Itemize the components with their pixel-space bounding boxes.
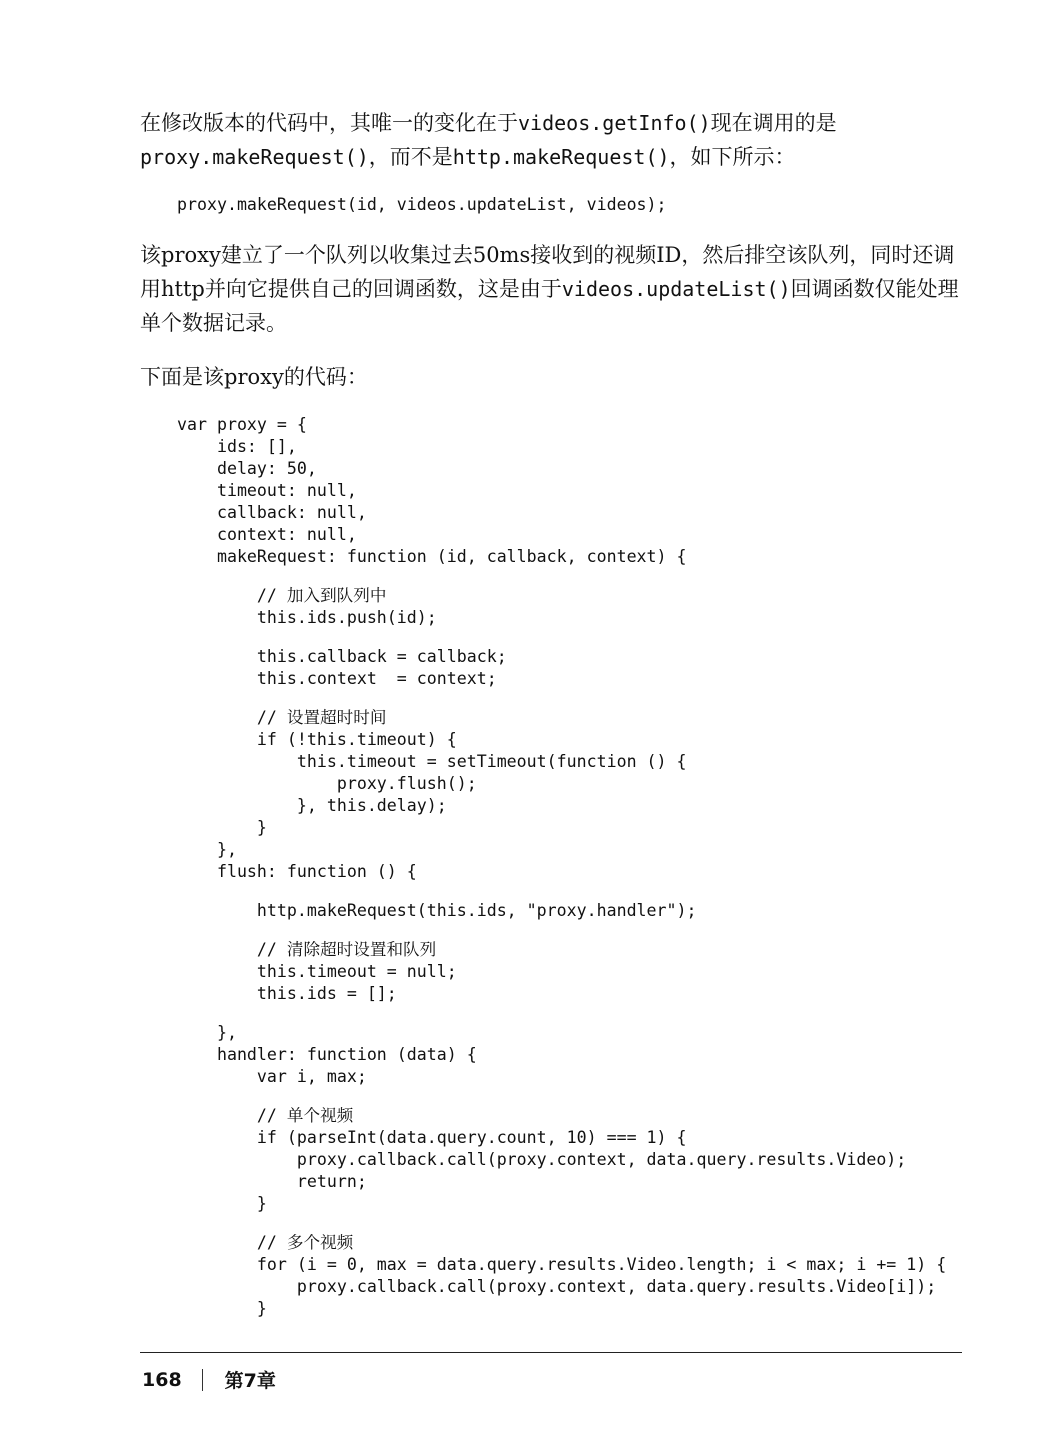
intro-text-c: ，而不是 <box>368 145 453 169</box>
code-line: timeout: null, <box>177 481 357 500</box>
code-blank-line <box>177 922 946 939</box>
code-line: if (!this.timeout) { <box>177 730 457 749</box>
chapter-label: 第7章 <box>224 1370 276 1392</box>
code-blank-line <box>177 1088 946 1105</box>
code-line: this.context = context; <box>177 669 497 688</box>
code-line: var i, max; <box>177 1067 367 1086</box>
code-line: this.callback = callback; <box>177 647 507 666</box>
code-blank-line <box>177 883 946 900</box>
inline-code-proxy-makerequest: proxy.makeRequest() <box>140 145 369 169</box>
explanation-text-b: 回调函数仅能处理单个数据记录。 <box>140 277 959 335</box>
code-line: return; <box>177 1172 367 1191</box>
code-line: this.timeout = null; <box>177 962 457 981</box>
code-line: } <box>177 1299 267 1318</box>
code-line: proxy.makeRequest(id, videos.updateList, videos); <box>177 195 667 214</box>
intro-text-d: ，如下所示： <box>669 145 796 169</box>
code-line: this.ids.push(id); <box>177 608 437 627</box>
code-line: proxy.callback.call(proxy.context, data.query.results.Video[i]); <box>177 1277 937 1296</box>
code-line: http.makeRequest(this.ids, "proxy.handler"); <box>177 901 697 920</box>
inline-code-getinfo: videos.getInfo() <box>518 111 711 135</box>
code-line: flush: function () { <box>177 862 417 881</box>
code-line: proxy.callback.call(proxy.context, data.query.results.Video); <box>177 1150 907 1169</box>
footer-separator <box>202 1369 203 1391</box>
code-line: handler: function (data) { <box>177 1045 477 1064</box>
page-number: 168 <box>142 1368 182 1391</box>
code-block-proxy <box>177 414 946 1320</box>
code-line: this.timeout = setTimeout(function () { <box>177 752 687 771</box>
code-line: makeRequest: function (id, callback, context) { <box>177 547 687 566</box>
code-line: }, this.delay); <box>177 796 447 815</box>
footer-divider <box>140 1352 962 1353</box>
paragraph-proxy-explanation <box>140 238 970 340</box>
code-line: proxy.flush(); <box>177 774 477 793</box>
code-line: callback: null, <box>177 503 367 522</box>
code-line: }, <box>177 840 237 859</box>
code-snippet-proxy-call <box>177 194 667 216</box>
code-comment-line: // 多个视频 <box>177 1233 354 1252</box>
code-line: var proxy = { <box>177 415 307 434</box>
code-comment-line: // 设置超时时间 <box>177 708 387 727</box>
code-comment-line: // 清除超时设置和队列 <box>177 940 437 959</box>
code-blank-line <box>177 1005 946 1022</box>
code-line: } <box>177 1194 267 1213</box>
intro-text-a: 在修改版本的代码中，其唯一的变化在于 <box>140 111 518 135</box>
inline-code-updatelist: videos.updateList() <box>561 277 791 301</box>
code-intro-text: 下面是该proxy的代码： <box>140 365 368 389</box>
code-blank-line <box>177 568 946 585</box>
code-line: this.ids = []; <box>177 984 397 1003</box>
code-blank-line <box>177 1215 946 1232</box>
paragraph-code-intro <box>140 360 970 394</box>
code-line: context: null, <box>177 525 357 544</box>
code-line: }, <box>177 1023 237 1042</box>
code-blank-line <box>177 629 946 646</box>
code-comment-line: // 单个视频 <box>177 1106 354 1125</box>
code-line: ids: [], <box>177 437 297 456</box>
explanation-text-a: 该proxy建立了一个队列以收集过去50ms接收到的视频ID，然后排空该队列，同时还调用http并向它提供自己的回调函数，这是由于 <box>140 243 955 301</box>
code-comment-line: // 加入到队列中 <box>177 586 387 605</box>
paragraph-intro <box>140 106 970 174</box>
code-line: for (i = 0, max = data.query.results.Video.length; i < max; i += 1) { <box>177 1255 947 1274</box>
code-line: } <box>177 818 267 837</box>
code-blank-line <box>177 690 946 707</box>
code-line: delay: 50, <box>177 459 317 478</box>
page-footer <box>142 1366 276 1393</box>
inline-code-http-makerequest: http.makeRequest() <box>452 145 670 169</box>
intro-text-b: 现在调用的是 <box>710 111 837 135</box>
code-line: if (parseInt(data.query.count, 10) === 1) { <box>177 1128 687 1147</box>
